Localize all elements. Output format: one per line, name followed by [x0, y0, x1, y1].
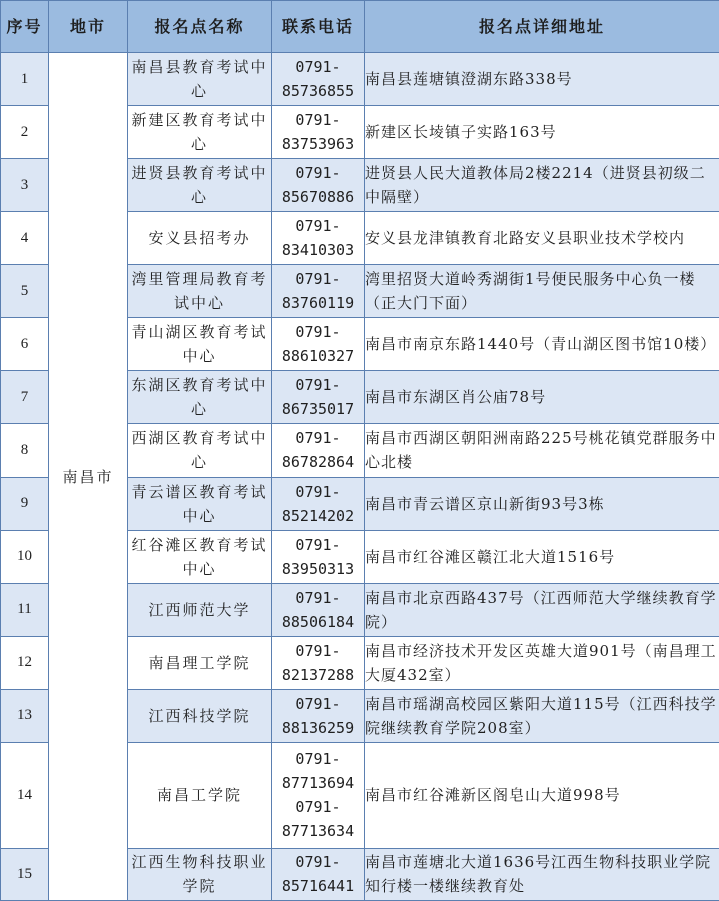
row-phone [272, 371, 365, 424]
row-phone [272, 53, 365, 106]
row-address: 南昌市东湖区肖公庙78号 [365, 371, 719, 424]
row-phone [272, 530, 365, 583]
row-address: 新建区长堎镇子实路163号 [365, 106, 719, 159]
phone-number: 0791-85214202 [281, 482, 355, 525]
header-name: 报名点名称 [128, 1, 272, 53]
phone-number: 0791-82137288 [281, 641, 355, 684]
row-phone [272, 318, 365, 371]
row-seq: 3 [1, 159, 49, 212]
row-address: 南昌市经济技术开发区英雄大道901号（南昌理工大厦432室） [365, 636, 719, 689]
row-address: 南昌市南京东路1440号（青山湖区图书馆10楼） [365, 318, 719, 371]
header-address: 报名点详细地址 [365, 1, 719, 53]
row-site-name: 江西生物科技职业学院 [128, 848, 272, 900]
row-phone [272, 159, 365, 212]
row-site-name: 东湖区教育考试中心 [128, 371, 272, 424]
row-site-name: 西湖区教育考试中心 [128, 424, 272, 477]
row-phone [272, 583, 365, 636]
row-seq: 1 [1, 53, 49, 106]
row-address: 南昌市红谷滩新区阁皂山大道998号 [365, 742, 719, 848]
row-phone [272, 477, 365, 530]
row-site-name: 安义县招考办 [128, 212, 272, 265]
row-phone [272, 212, 365, 265]
row-seq: 7 [1, 371, 49, 424]
row-address: 安义县龙津镇教育北路安义县职业技术学校内 [365, 212, 719, 265]
phone-number: 0791-86735017 [281, 376, 355, 419]
row-phone [272, 848, 365, 900]
row-address: 进贤县人民大道教体局2楼2214（进贤县初级二中隔壁） [365, 159, 719, 212]
row-phone [272, 265, 365, 318]
phone-number: 0791-83950313 [281, 535, 355, 578]
row-address: 湾里招贤大道岭秀湖街1号便民服务中心负一楼（正大门下面） [365, 265, 719, 318]
row-phone [272, 424, 365, 477]
row-seq: 9 [1, 477, 49, 530]
row-site-name: 青云谱区教育考试中心 [128, 477, 272, 530]
row-seq: 5 [1, 265, 49, 318]
phone-number: 0791-85736855 [281, 58, 355, 101]
row-seq: 10 [1, 530, 49, 583]
row-seq: 14 [1, 742, 49, 848]
row-seq: 6 [1, 318, 49, 371]
table-body [1, 53, 719, 901]
row-address: 南昌市红谷滩区赣江北大道1516号 [365, 530, 719, 583]
row-phone [272, 106, 365, 159]
header-seq [1, 1, 49, 53]
phone-number: 0791-88610327 [281, 323, 355, 366]
row-address: 南昌县莲塘镇澄湖东路338号 [365, 53, 719, 106]
row-seq: 4 [1, 212, 49, 265]
row-site-name: 江西师范大学 [128, 583, 272, 636]
header-phone: 联系电话 [272, 1, 365, 53]
header-city: 地市 [49, 1, 128, 53]
row-site-name: 南昌工学院 [128, 742, 272, 848]
row-phone [272, 742, 365, 848]
row-address: 南昌市瑶湖高校园区紫阳大道115号（江西科技学院继续教育学院208室） [365, 689, 719, 742]
row-seq: 8 [1, 424, 49, 477]
row-site-name: 红谷滩区教育考试中心 [128, 530, 272, 583]
city-cell: 南昌市 [49, 53, 128, 901]
row-site-name: 进贤县教育考试中心 [128, 159, 272, 212]
row-site-name: 湾里管理局教育考试中心 [128, 265, 272, 318]
row-phone [272, 636, 365, 689]
row-address: 南昌市北京西路437号（江西师范大学继续教育学院） [365, 583, 719, 636]
phone-number: 0791-83410303 [281, 217, 355, 260]
phone-number: 0791-85716441 [281, 853, 355, 896]
table-header-row [1, 1, 719, 53]
row-phone [272, 689, 365, 742]
row-site-name: 南昌县教育考试中心 [128, 53, 272, 106]
phone-number: 0791-87713634 [281, 798, 355, 841]
phone-number: 0791-85670886 [281, 164, 355, 207]
phone-number: 0791-86782864 [281, 429, 355, 472]
row-site-name: 新建区教育考试中心 [128, 106, 272, 159]
row-site-name: 青山湖区教育考试中心 [128, 318, 272, 371]
row-address: 南昌市青云谱区京山新街93号3栋 [365, 477, 719, 530]
row-address: 南昌市西湖区朝阳洲南路225号桃花镇党群服务中心北楼 [365, 424, 719, 477]
header-seq-label: 序号 [6, 17, 43, 36]
phone-number: 0791-88136259 [281, 694, 355, 737]
row-seq: 12 [1, 636, 49, 689]
phone-number: 0791-87713694 [281, 750, 355, 793]
row-seq: 11 [1, 583, 49, 636]
phone-number: 0791-83760119 [281, 270, 355, 313]
row-site-name: 江西科技学院 [128, 689, 272, 742]
row-seq: 2 [1, 106, 49, 159]
row-address: 南昌市莲塘北大道1636号江西生物科技职业学院知行楼一楼继续教育处 [365, 848, 719, 900]
table-row [1, 53, 719, 106]
phone-number: 0791-83753963 [281, 111, 355, 154]
phone-number: 0791-88506184 [281, 588, 355, 631]
row-seq: 15 [1, 848, 49, 900]
row-site-name: 南昌理工学院 [128, 636, 272, 689]
row-seq: 13 [1, 689, 49, 742]
